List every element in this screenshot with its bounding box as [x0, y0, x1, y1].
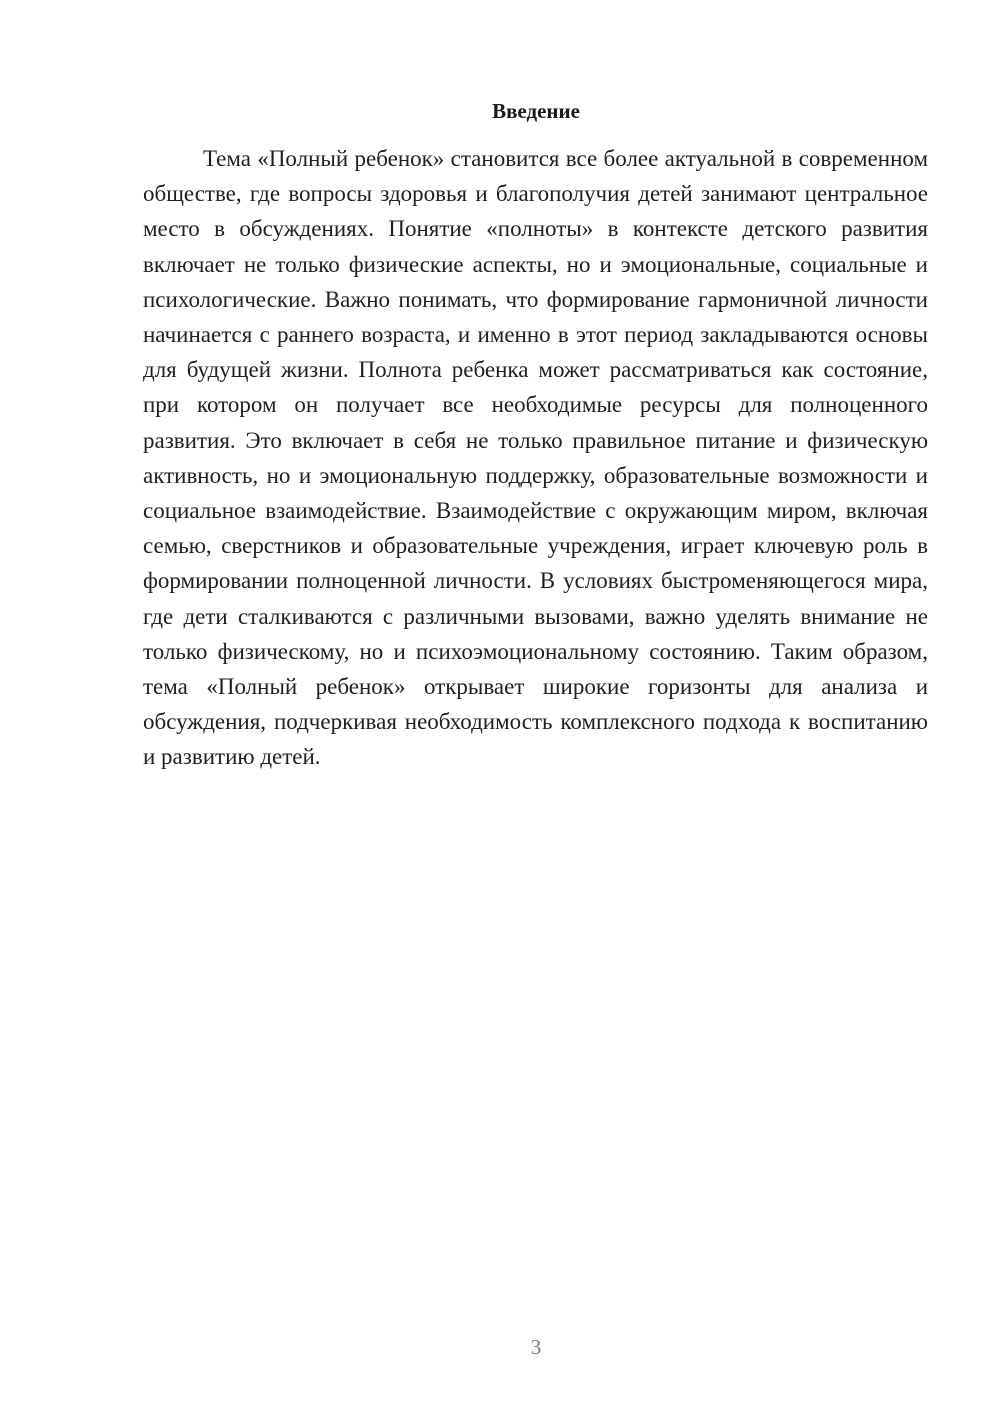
- body-paragraph: Тема «Полный ребенок» становится все более актуальной в современном обществе, где вопросы здоровья и благополучия детей занимают центральное место в обсуждениях. Понятие «полноты» в контексте детского развития включает не только физические аспекты, но и эмоциональные, социальные и психологические. Важно понимать, что формирование гармоничной личности начинается с раннего возраста, и именно в этот период закладываются основы для будущей жизни. Полнота ребенка может рассматриваться как состояние, при котором он получает все необходимые ресурсы для полноценного развития. Это включает в себя не только правильное питание и физическую активность, но и эмоциональную поддержку, образовательные возможности и социальное взаимодействие. Взаимодействие с окружающим миром, включая семью, сверстников и образовательные учреждения, играет ключевую роль в формировании полноценной личности. В условиях быстроменяющегося мира, где дети сталкиваются с различными вызовами, важно уделять внимание не только физическому, но и психоэмоциональному состоянию. Таким образом, тема «Полный ребенок» открывает широкие горизонты для анализа и обсуждения, подчеркивая необходимость комплексного подхода к воспитанию и развитию детей.: [143, 146, 928, 770]
- page-number: 3: [530, 1335, 542, 1359]
- section-heading: Введение: [492, 99, 580, 123]
